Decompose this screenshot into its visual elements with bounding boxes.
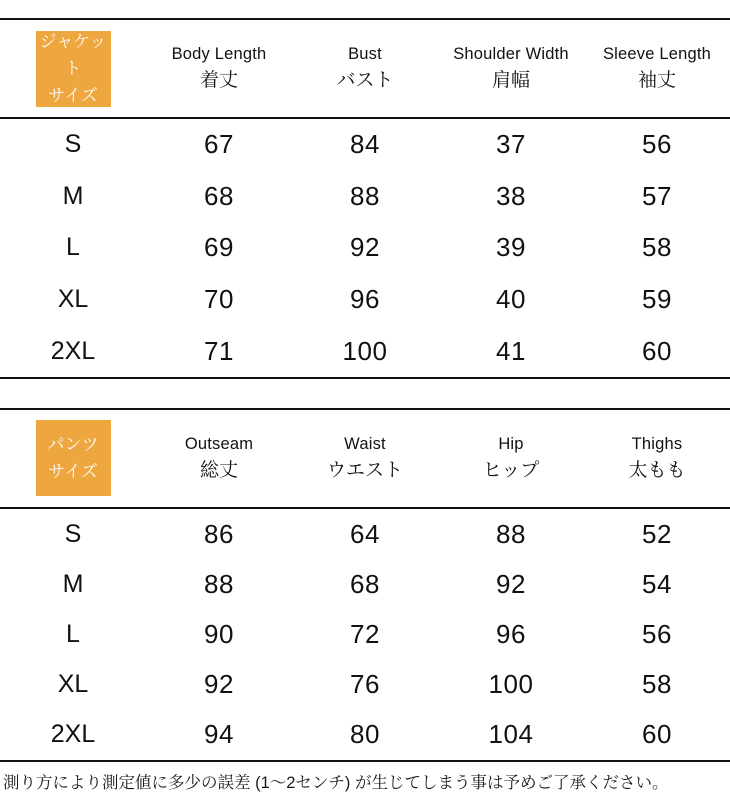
value-cell: 71 (204, 335, 234, 366)
column-header-en: Outseam (184, 435, 254, 454)
table-row (0, 710, 730, 760)
value-cell: 80 (350, 719, 380, 750)
value-cell: 94 (204, 719, 234, 750)
value-cell: 100 (488, 669, 534, 700)
value-cell: 76 (350, 669, 380, 700)
size-cell: 2XL (50, 336, 96, 365)
value-cell: 64 (350, 518, 380, 549)
column-header-waist (292, 435, 438, 481)
column-header-ja: 太もも (628, 459, 686, 481)
value-cell: 57 (642, 180, 672, 211)
size-cell: M (62, 569, 84, 598)
value-cell: 37 (496, 129, 526, 160)
value-cell: 60 (642, 719, 672, 750)
value-cell: 88 (204, 568, 234, 599)
value-cell: 96 (496, 618, 526, 649)
value-cell: 104 (488, 719, 534, 750)
value-cell: 60 (642, 335, 672, 366)
value-cell: 41 (496, 335, 526, 366)
value-cell: 40 (496, 284, 526, 315)
value-cell: 88 (350, 180, 380, 211)
jacket-badge-line2: サイズ (48, 86, 98, 106)
value-cell: 68 (204, 180, 234, 211)
jacket-table-rows (0, 119, 730, 379)
pants-badge-cell (0, 420, 146, 496)
value-cell: 84 (350, 129, 380, 160)
value-cell: 68 (350, 568, 380, 599)
column-header-thighs (584, 435, 730, 481)
column-header-en: Waist (344, 435, 386, 454)
size-cell: S (64, 130, 82, 159)
column-header-en: Sleeve Length (602, 45, 712, 64)
value-cell: 52 (642, 518, 672, 549)
jacket-size-badge (36, 31, 111, 107)
pants-table-header (0, 410, 730, 509)
column-header-ja: バスト (336, 69, 394, 91)
value-cell: 56 (642, 618, 672, 649)
value-cell: 69 (204, 232, 234, 263)
value-cell: 72 (350, 618, 380, 649)
value-cell: 96 (350, 284, 380, 315)
jacket-badge-line1: ジャケット (39, 31, 107, 78)
pants-size-badge (36, 420, 111, 496)
size-cell: XL (57, 285, 89, 314)
size-cell: M (62, 181, 84, 210)
column-header-sleeve-length (584, 45, 730, 91)
jacket-badge-cell (0, 31, 146, 107)
column-header-body-length (146, 45, 292, 91)
column-header-ja: 肩幅 (491, 69, 530, 91)
value-cell: 39 (496, 232, 526, 263)
column-header-shoulder-width (438, 45, 584, 91)
column-header-en: Hip (498, 435, 524, 454)
column-header-ja: 袖丈 (637, 69, 676, 91)
value-cell: 92 (204, 669, 234, 700)
value-cell: 90 (204, 618, 234, 649)
value-cell: 67 (204, 129, 234, 160)
column-header-bust (292, 45, 438, 91)
column-header-en: Bust (348, 45, 382, 64)
table-row (0, 274, 730, 326)
column-header-en: Thighs (631, 435, 683, 454)
table-row (0, 609, 730, 659)
table-divider-gap (0, 379, 730, 408)
jacket-table-header (0, 20, 730, 119)
column-header-en: Body Length (171, 45, 267, 64)
value-cell: 88 (496, 518, 526, 549)
pants-badge-line2: サイズ (48, 462, 98, 482)
value-cell: 58 (642, 669, 672, 700)
value-cell: 58 (642, 232, 672, 263)
column-header-ja: ヒップ (482, 459, 540, 481)
value-cell: 56 (642, 129, 672, 160)
measurement-disclaimer (0, 762, 730, 800)
size-cell: 2XL (50, 720, 96, 749)
jacket-size-table (0, 18, 730, 379)
pants-badge-line1: パンツ (47, 435, 99, 455)
table-row (0, 325, 730, 377)
column-header-hip (438, 435, 584, 481)
column-header-ja: ウエスト (326, 459, 403, 481)
value-cell: 59 (642, 284, 672, 315)
pants-table-rows (0, 509, 730, 762)
table-row (0, 509, 730, 559)
table-row (0, 559, 730, 609)
value-cell: 54 (642, 568, 672, 599)
column-header-ja: 総丈 (199, 459, 238, 481)
value-cell: 70 (204, 284, 234, 315)
table-row (0, 119, 730, 171)
value-cell: 92 (496, 568, 526, 599)
pants-size-table (0, 408, 730, 762)
disclaimer-text: 測り方により測定値に多少の誤差 (1〜2センチ) が生じてしまう事は予めご了承ください。 (3, 773, 669, 792)
column-header-ja: 着丈 (199, 69, 238, 91)
table-row (0, 171, 730, 223)
column-header-outseam (146, 435, 292, 481)
size-cell: L (66, 233, 80, 262)
value-cell: 38 (496, 180, 526, 211)
column-header-en: Shoulder Width (453, 45, 569, 64)
size-cell: L (66, 619, 80, 648)
value-cell: 86 (204, 518, 234, 549)
value-cell: 92 (350, 232, 380, 263)
value-cell: 100 (342, 335, 388, 366)
size-cell: S (64, 519, 82, 548)
table-row (0, 660, 730, 710)
table-row (0, 222, 730, 274)
size-cell: XL (57, 670, 89, 699)
